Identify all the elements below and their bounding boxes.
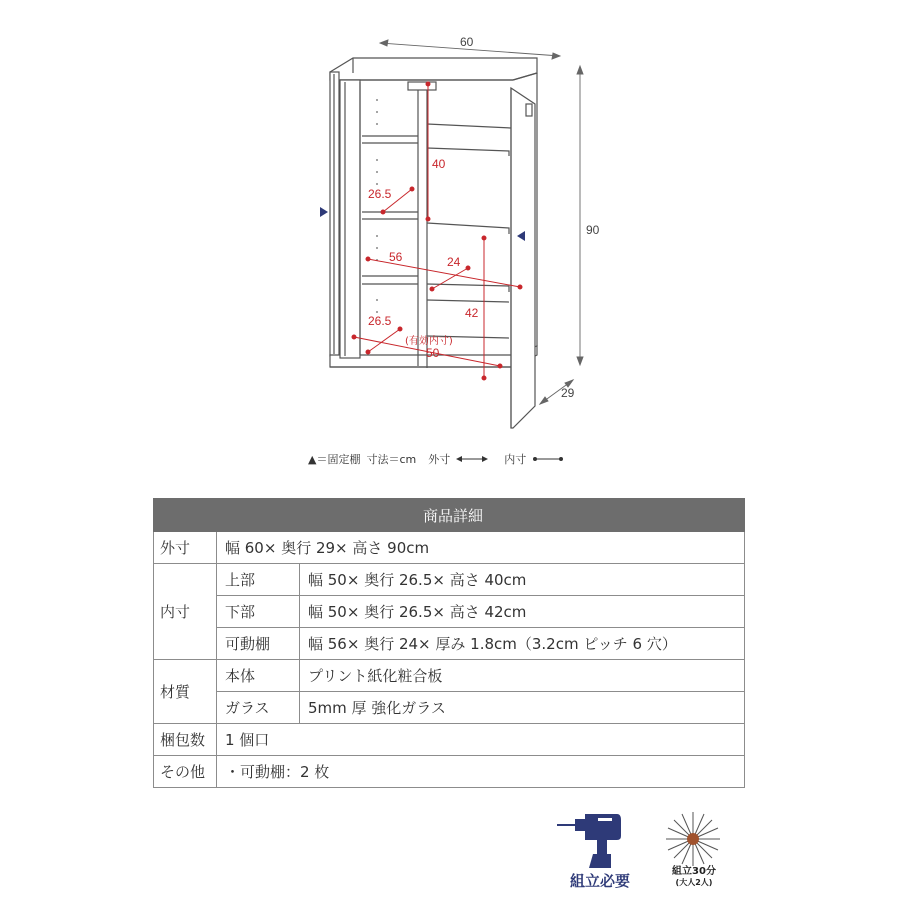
outer-depth-label: 29 — [561, 386, 575, 400]
effective-inner-note: (有効内寸) — [405, 336, 453, 347]
legend-unit: 寸法＝cm — [366, 453, 417, 466]
material-label: 材質 — [154, 660, 217, 724]
inner-lower-label: 下部 — [217, 596, 300, 628]
table-row — [154, 660, 745, 692]
table-row — [154, 756, 745, 788]
inner-dim-label: 内寸 — [154, 564, 217, 660]
other-value: ・可動棚：2 枚 — [217, 756, 745, 788]
inner-lower-value: 幅 50× 奥行 26.5× 高さ 42cm — [300, 596, 745, 628]
cabinet-diagram — [0, 0, 900, 440]
inner-lower-height-label: 42 — [465, 306, 479, 320]
table-row — [154, 692, 745, 724]
inner-upper-label: 上部 — [217, 564, 300, 596]
assembly-people-text: (大人2人) — [675, 878, 713, 887]
legend-inner: 内寸 — [504, 453, 527, 466]
legend-fixed-shelf: ▲＝固定棚 — [308, 453, 361, 466]
body-value: プリント紙化粧合板 — [300, 660, 745, 692]
package-value: 1 個口 — [217, 724, 745, 756]
inner-upper-height-label: 40 — [432, 157, 446, 171]
table-title: 商品詳細 — [154, 499, 745, 532]
assembly-time-label — [664, 866, 724, 888]
inner-lower-depth-label: 26.5 — [368, 314, 392, 328]
outer-dim-value: 幅 60× 奥行 29× 高さ 90cm — [217, 532, 745, 564]
movable-shelf-value: 幅 56× 奥行 24× 厚み 1.8cm（3.2cm ピッチ 6 穴） — [300, 628, 745, 660]
package-label: 梱包数 — [154, 724, 217, 756]
table-row — [154, 724, 745, 756]
double-arrow-icon — [456, 453, 488, 466]
outer-height-label: 90 — [586, 223, 600, 237]
assembly-required-label: 組立必要 — [569, 872, 630, 890]
movable-shelf-label: 可動棚 — [217, 628, 300, 660]
outer-width-label: 60 — [460, 35, 474, 49]
assembly-time-icon — [662, 808, 724, 870]
product-details-table — [153, 498, 745, 788]
body-label: 本体 — [217, 660, 300, 692]
fixed-shelf-marker-left — [320, 207, 328, 217]
table-row — [154, 628, 745, 660]
table-row — [154, 564, 745, 596]
dot-line-icon — [532, 453, 564, 466]
glass-value: 5mm 厚 強化ガラス — [300, 692, 745, 724]
table-row — [154, 532, 745, 564]
dimension-legend — [308, 451, 570, 467]
legend-outer: 外寸 — [428, 453, 451, 466]
other-label: その他 — [154, 756, 217, 788]
outer-dim-label: 外寸 — [154, 532, 217, 564]
shelf-width-label: 56 — [389, 250, 403, 264]
inner-upper-value: 幅 50× 奥行 26.5× 高さ 40cm — [300, 564, 745, 596]
inner-width-label: 50 — [426, 346, 440, 360]
table-row — [154, 596, 745, 628]
assembly-time-text: 組立30分 — [672, 866, 716, 877]
glass-label: ガラス — [217, 692, 300, 724]
inner-upper-depth-label: 26.5 — [368, 187, 392, 201]
shelf-depth-label: 24 — [447, 255, 461, 269]
